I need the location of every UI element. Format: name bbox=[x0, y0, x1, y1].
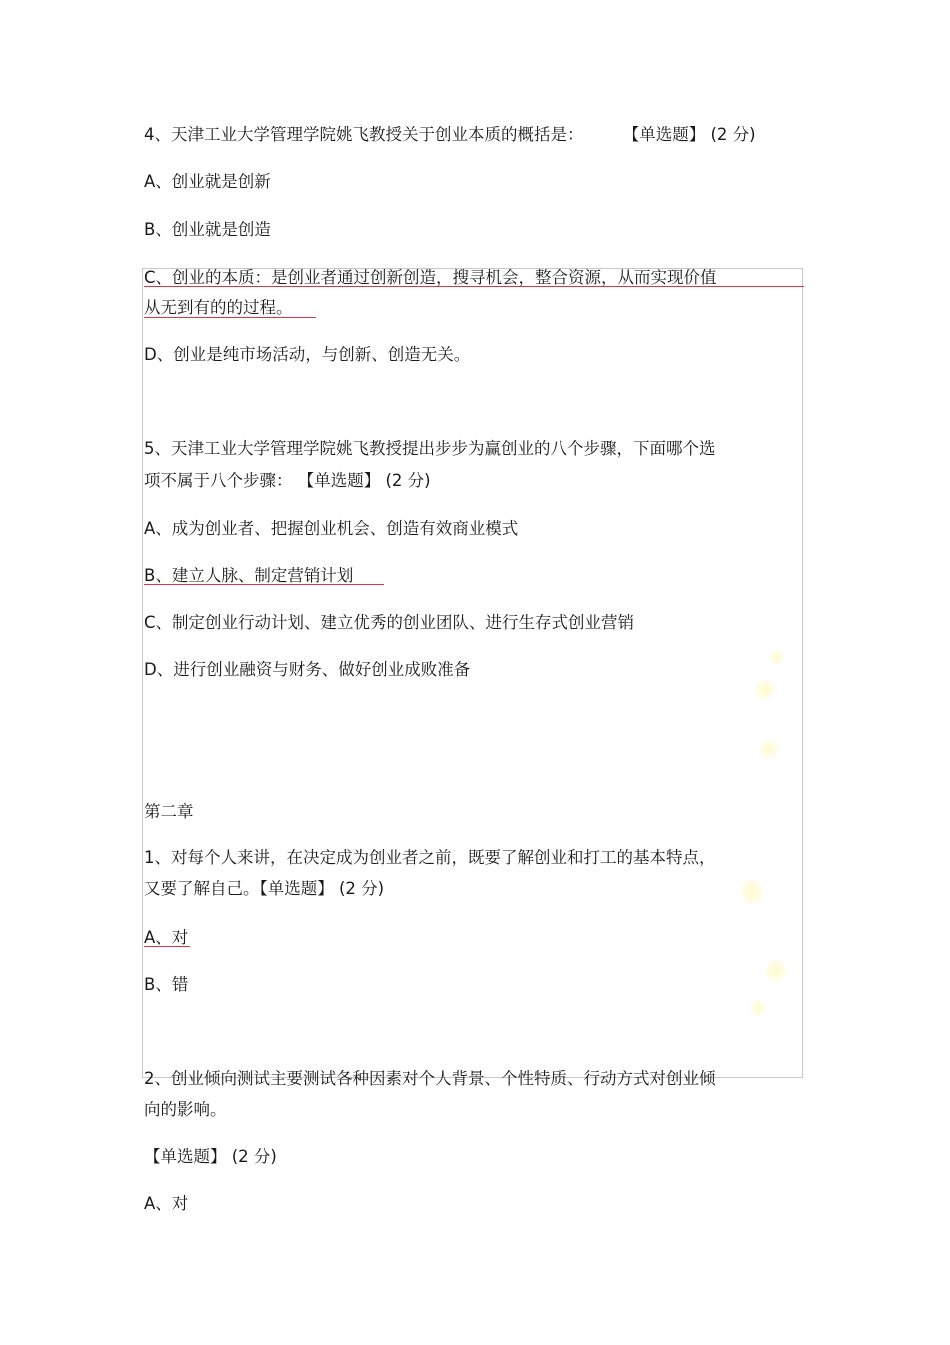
background-sparkle bbox=[750, 1000, 766, 1016]
answer-underline bbox=[144, 584, 384, 585]
c2q1-option-b: B、错 bbox=[144, 975, 189, 994]
q5-option-d: D、进行创业融资与财务、做好创业成败准备 bbox=[144, 660, 471, 679]
chapter-heading: 第二章 bbox=[144, 802, 194, 821]
q5-question-line1: 5、天津工业大学管理学院姚飞教授提出步步为赢创业的八个步骤，下面哪个选 bbox=[144, 439, 716, 458]
background-sparkle bbox=[770, 650, 784, 664]
background-sparkle bbox=[760, 740, 778, 758]
q5-option-a: A、成为创业者、把握创业机会、创造有效商业模式 bbox=[144, 519, 519, 538]
c2q2-tag: 【单选题】 (2 分) bbox=[144, 1147, 277, 1166]
answer-underline bbox=[144, 286, 804, 287]
background-sparkle bbox=[740, 880, 764, 904]
c2q2-question-line1: 2、创业倾向测试主要测试各种因素对个人背景、个性特质、行动方式对创业倾 bbox=[144, 1069, 716, 1088]
background-sparkle bbox=[755, 680, 775, 700]
q4-option-b: B、创业就是创造 bbox=[144, 220, 271, 239]
q4-option-c-line2: 从无到有的的过程。 bbox=[144, 298, 293, 317]
answer-underline bbox=[144, 946, 190, 947]
q4-option-d: D、创业是纯市场活动，与创新、创造无关。 bbox=[144, 345, 471, 364]
q4-option-c-line1: C、创业的本质：是创业者通过创新创造，搜寻机会，整合资源，从而实现价值 bbox=[144, 268, 717, 287]
q4-option-a: A、创业就是创新 bbox=[144, 172, 271, 191]
c2q2-question-line2: 向的影响。 bbox=[144, 1100, 227, 1119]
q4-text: 4、天津工业大学管理学院姚飞教授关于创业本质的概括是： bbox=[144, 125, 584, 144]
q4-tag: 【单选题】 (2 分) bbox=[622, 125, 756, 144]
answer-underline bbox=[144, 317, 316, 318]
c2q2-option-a: A、对 bbox=[144, 1194, 189, 1213]
q5-question-line2: 项不属于八个步骤： 【单选题】 (2 分) bbox=[144, 471, 431, 490]
q5-option-c: C、制定创业行动计划、建立优秀的创业团队、进行生存式创业营销 bbox=[144, 613, 635, 632]
c2q1-question-line1: 1、对每个人来讲，在决定成为创业者之前，既要了解创业和打工的基本特点， bbox=[144, 848, 716, 867]
q4-question bbox=[144, 124, 756, 146]
background-sparkle bbox=[765, 960, 787, 982]
q5-option-b: B、建立人脉、制定营销计划 bbox=[144, 566, 354, 585]
c2q1-option-a: A、对 bbox=[144, 928, 189, 947]
c2q1-question-line2: 又要了解自己。【单选题】 (2 分) bbox=[144, 879, 385, 898]
